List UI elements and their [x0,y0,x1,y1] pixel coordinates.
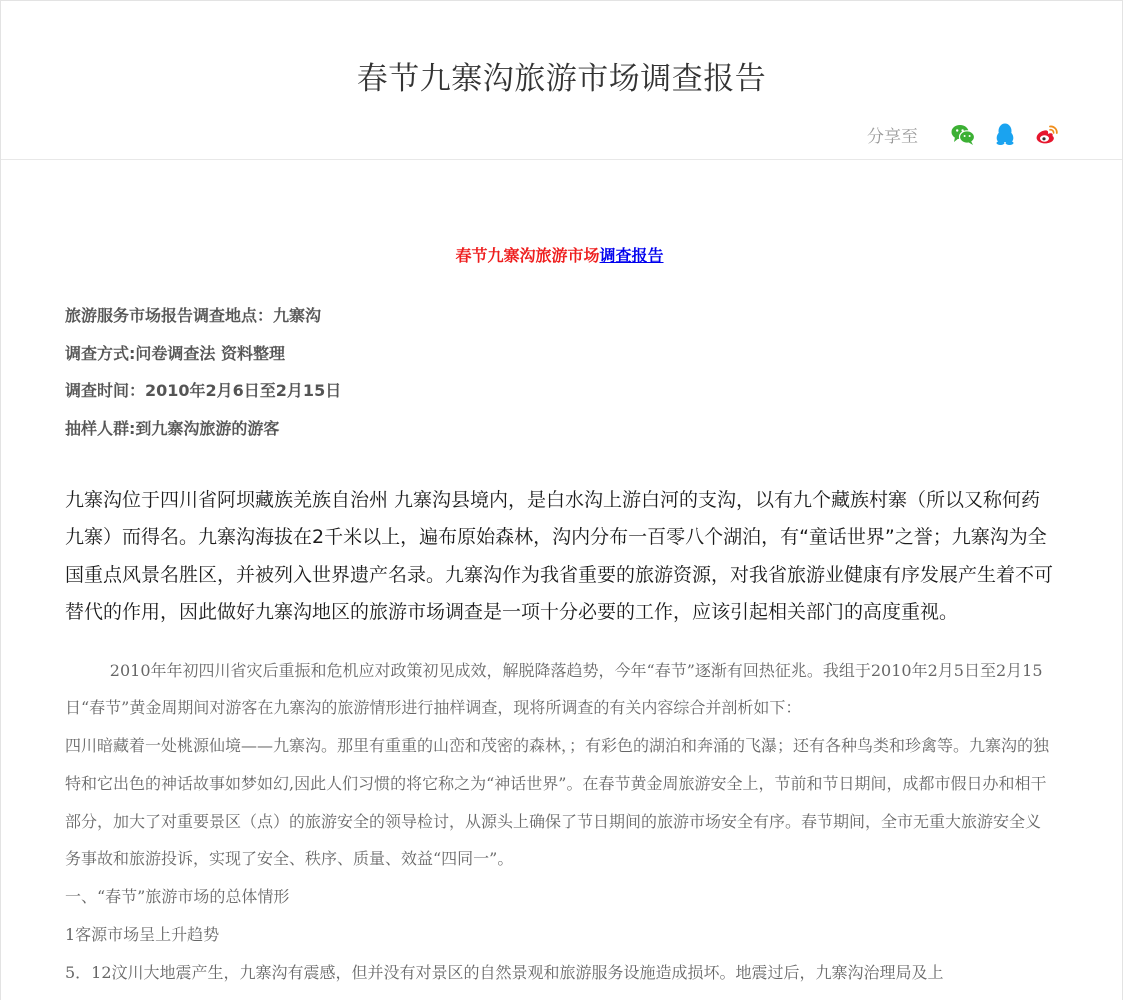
subsection-heading: 1客源市场呈上升趋势 [65,925,220,945]
article-content [65,160,1054,992]
meta-location: 旅游服务市场报告调查地点：九寨沟 [65,306,322,325]
survey-meta [65,304,1054,441]
report-title-text: 春节九寨沟旅游市场 [455,246,600,265]
wechat-icon[interactable] [950,121,976,147]
body-paragraph: 5．12汶川大地震产生，九寨沟有震感，但并没有对景区的自然景观和旅游服务设施造成损坏。地震过后，九寨沟治理局及上 [65,962,944,982]
meta-method: 调查方式:问卷调查法 资料整理 [65,343,285,363]
report-body [65,652,1054,992]
intro-paragraph: 九寨沟位于四川省阿坝藏族羌族自治州 九寨沟县境内，是白水沟上游白河的支沟，以有九个藏族村寨（所以又称何药九寨）而得名。九寨沟海拔在2千米以上，遍布原始森林，沟内分布一百零八个湖泊，有“童话世界”之誉；九寨沟为全国重点风景名胜区，并被列入世界遗产名录。九寨沟作为我省重要的旅游资源，对我省旅游业健康有序发展产生着不可替代的作用，因此做好九寨沟地区的旅游市场调查是一项十分必要的工作，应该引起相关部门的高度重视。 [65,488,1054,623]
share-label: 分享至 [867,126,918,147]
qq-icon[interactable] [992,121,1018,147]
page-title: 春节九寨沟旅游市场调查报告 [356,61,767,97]
section-heading: 一、“春节”旅游市场的总体情形 [65,887,290,907]
meta-sample: 抽样人群:到九寨沟旅游的游客 [65,418,280,438]
meta-time: 调查时间：2010年2月6日至2月15日 [65,381,342,400]
weibo-icon[interactable] [1034,121,1060,147]
report-title-link[interactable]: 调查报告 [599,246,664,265]
body-paragraph: 四川暗藏着一处桃源仙境——九寨沟。那里有重重的山峦和茂密的森林，；有彩色的湖泊和奔涌的飞瀑；还有各种鸟类和珍禽等。九寨沟的独特和它出色的神话故事如梦如幻,因此人们习惯的将它称之为“神话世界”。在春节黄金周旅游安全上，节前和节日期间，成都市假日办和相干部分，加大了对重要景区（点）的旅游安全的领导检讨，从源头上确保了节日期间的旅游市场安全有序。春节期间，全市无重大旅游安全义务事故和旅游投诉，实现了安全、秩序、质量、效益“四同一”。 [65,736,1050,869]
body-paragraph: 2010年年初四川省灾后重振和危机应对政策初见成效，解脱降落趋势，今年“春节”逐渐有回热征兆。我组于2010年2月5日至2月15日“春节”黄金周期间对游客在九寨沟的旅游情形进行抽样调查，现将所调查的有关内容综合并剖析如下： [65,660,1043,718]
share-bar [867,121,1060,147]
report-title [65,244,1054,268]
article-header [1,1,1122,160]
